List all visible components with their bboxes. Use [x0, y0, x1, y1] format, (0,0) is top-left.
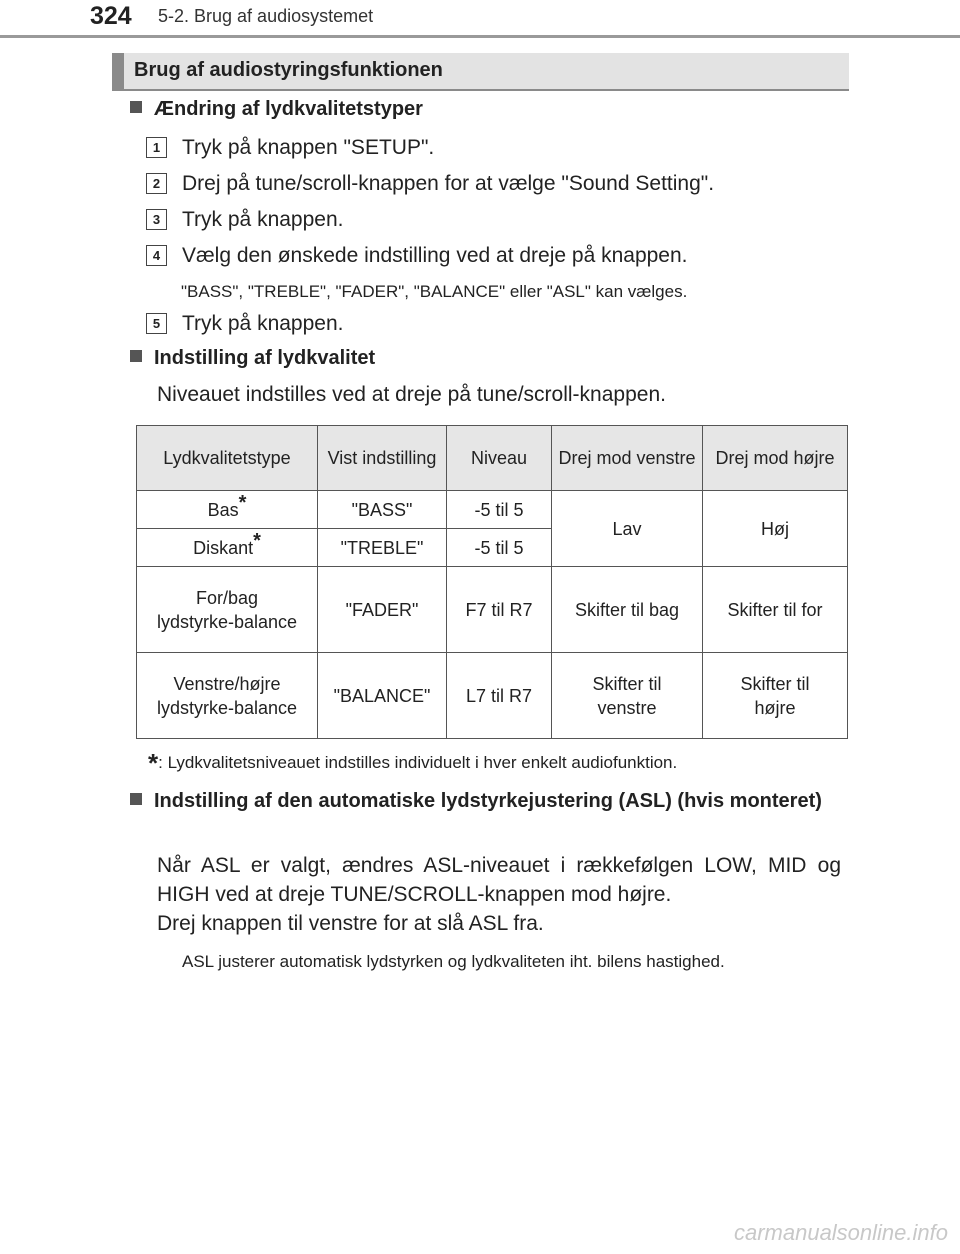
table-cell-left: Lav: [552, 491, 703, 567]
step-text: Drej på tune/scroll-knappen for at vælge "Sound Setting".: [182, 172, 715, 195]
step-number: 4: [146, 245, 167, 266]
column-header: Drej mod venstre: [552, 426, 703, 491]
table-cell-display: "FADER": [318, 567, 447, 653]
step-5: [146, 312, 343, 336]
selectable-options-note: "BASS", "TREBLE", "FADER", "BALANCE" eller "ASL" kan vælges.: [181, 282, 688, 301]
table-cell-level: L7 til R7: [447, 653, 552, 739]
page-number: 324: [90, 2, 132, 30]
type-text: Bas: [207, 499, 239, 520]
chapter-title: 5-2. Brug af audiosystemet: [158, 6, 374, 26]
table-cell-left: Skifter til venstre: [552, 653, 703, 739]
bullet-square-icon: [130, 793, 142, 805]
bullet-square-icon: [130, 350, 142, 362]
section-accent: [112, 53, 124, 89]
table-cell-level: F7 til R7: [447, 567, 552, 653]
table-cell-level: -5 til 5: [447, 529, 552, 567]
step-text: Tryk på knappen.: [182, 208, 344, 231]
table-cell-type: Venstre/højre lydstyrke-balance: [137, 653, 318, 739]
step-number: 3: [146, 209, 167, 230]
table-cell-right: Skifter til for: [703, 567, 848, 653]
footnote-star: *: [238, 491, 247, 514]
type-text: Diskant: [193, 537, 254, 558]
table-cell-right: Høj: [703, 491, 848, 567]
step-1: [146, 136, 434, 160]
table-cell-display: "TREBLE": [318, 529, 447, 567]
step-number: 2: [146, 173, 167, 194]
table-row: [137, 653, 848, 739]
footnote-star: *: [253, 529, 261, 552]
step-text: Vælg den ønskede indstilling ved at dreje på knappen.: [182, 244, 688, 267]
setting-text: Niveauet indstilles ved at dreje på tune/scroll-knappen.: [157, 383, 666, 406]
step-3: [146, 208, 343, 232]
change-types-heading-text: Ændring af lydkvalitetstyper: [154, 98, 423, 120]
column-header: Lydkvalitetstype: [137, 426, 318, 491]
watermark: carmanualsonline.info: [733, 1220, 948, 1245]
step-2: [146, 172, 714, 196]
table-row: [137, 567, 848, 653]
table-footnote: [148, 748, 677, 779]
table-row: [137, 491, 848, 529]
column-header: Vist indstilling: [318, 426, 447, 491]
bullet-square-icon: [130, 101, 142, 113]
table-cell-level: -5 til 5: [447, 491, 552, 529]
footnote-star: *: [148, 748, 159, 778]
asl-paragraph-2: Drej knappen til venstre for at slå ASL fra.: [157, 912, 544, 935]
table-header-row: [137, 426, 848, 491]
table-cell-right: Skifter til højre: [703, 653, 848, 739]
asl-note: ASL justerer automatisk lydstyrken og lydkvaliteten iht. bilens hastighed.: [182, 952, 725, 971]
step-4: [146, 244, 688, 268]
header-divider: [0, 35, 960, 38]
sound-quality-table: [136, 425, 848, 739]
table-cell-type: [137, 491, 318, 529]
column-header: Drej mod højre: [703, 426, 848, 491]
table-cell-left: Skifter til bag: [552, 567, 703, 653]
asl-paragraph-1: Når ASL er valgt, ændres ASL-niveauet i rækkefølgen LOW, MID og HIGH ved at dreje TUNE/SCROLL-knappen mod højre.: [157, 854, 841, 906]
step-text: Tryk på knappen.: [182, 312, 344, 335]
step-text: Tryk på knappen "SETUP".: [182, 136, 435, 159]
asl-heading: [130, 786, 842, 816]
section-title: Brug af audiostyringsfunktionen: [134, 59, 443, 81]
table-cell-display: "BALANCE": [318, 653, 447, 739]
column-header: Niveau: [447, 426, 552, 491]
setting-heading-text: Indstilling af lydkvalitet: [154, 347, 376, 369]
footnote-text: : Lydkvalitetsniveauet indstilles individuelt i hver enkelt audiofunktion.: [158, 753, 678, 772]
setting-heading: [130, 347, 375, 370]
table-cell-type: For/bag lydstyrke-balance: [137, 567, 318, 653]
step-number: 1: [146, 137, 167, 158]
asl-heading-text: Indstilling af den automatiske lydstyrkejustering (ASL) (hvis monteret): [154, 790, 822, 812]
section-title-bar: [112, 53, 849, 91]
table-cell-type: [137, 529, 318, 567]
step-number: 5: [146, 313, 167, 334]
table-cell-display: "BASS": [318, 491, 447, 529]
change-types-heading: [130, 98, 423, 121]
